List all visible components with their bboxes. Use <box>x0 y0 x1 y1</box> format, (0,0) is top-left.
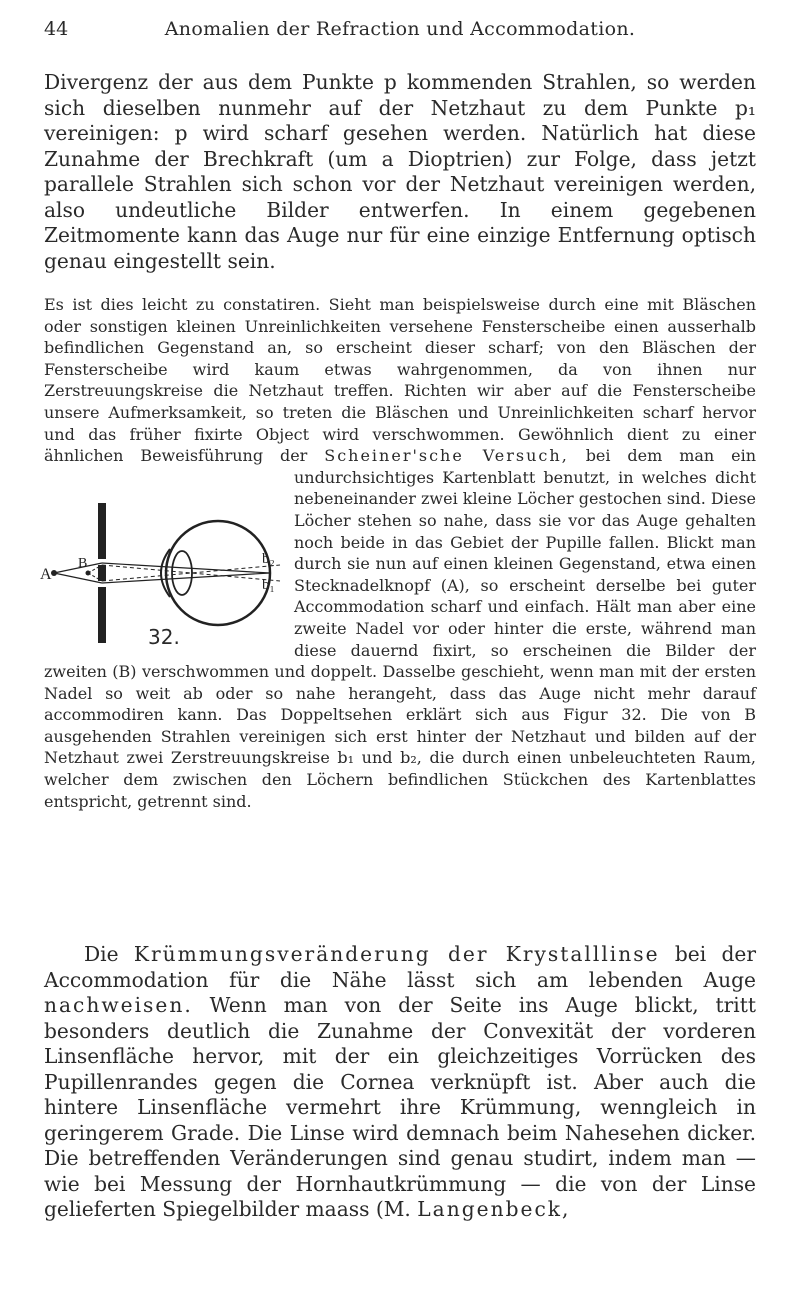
running-title: Anomalien der Refraction und Accommodation. <box>164 18 636 40</box>
figure-number: 32. <box>148 624 180 649</box>
label-a: A <box>40 565 52 583</box>
paragraph-scheiner-text-a: Es ist dies leicht zu constatiren. Sieht man beispielsweise durch eine mit Bläschen oder sonstigen kleinen Unreinlichkeiten versehene Fensterscheibe einen ausserhalb befindlichen Gegenstand an, so erscheint dieser scharf; von den Bläschen der Fensterscheibe wird kaum etwas wahrgenommen, da von ihnen nur Zerstreuungskreise die Netzhaut treffen. Richten wir aber auf die Fensterscheibe unsere Aufmerksamkeit, so treten die Bläschen und Unreinlichkeiten scharf hervor und das früher fixirte Object wird verschwommen. Gewöhnlich dient zu einer ähnlichen Beweisführung der <box>44 295 756 466</box>
paragraph-scheiner-text-b: bei dem man ein undurchsichtiges Kartenblatt benutzt, in welches dicht nebeneinander zwei kleine Löcher gestochen sind. Diese Löcher stehen so nahe, dass sie vor das Auge gehalten noch beide in das Gebiet der Pupille fallen. Blickt man durch sie nun auf einen kleinen Gegenstand, etwa einen Stecknadelknopf (A), so erscheint derselbe bei guter Accommodation scharf und einfach. Hält man aber eine zweite Nadel vor oder hinter die erste, während man diese dauernd fixirt, so erscheinen die Bilder der zweiten (B) verschwommen und doppelt. Dasselbe geschieht, wenn man mit der ersten Nadel so weit ab oder so nahe herangeht, dass das Auge nicht mehr darauf accommodiren kann. Das Doppeltsehen erklärt sich aus Figur 32. Die von B ausgehenden Strahlen vereinigen sich erst hinter der Netzhaut und bilden auf der Netzhaut zwei Zerstreuungskreise b₁ und b₂, die durch einen unbeleuchteten Raum, welcher dem zwischen den Löchern befindlichen Stückchen des Kartenblattes entspricht, getrennt sind. <box>44 446 756 811</box>
pin-b <box>86 570 91 575</box>
card-top <box>98 503 106 559</box>
label-b: B <box>78 555 88 571</box>
card-middle <box>98 565 106 581</box>
pin-a <box>51 570 57 576</box>
figure-32 <box>40 481 284 661</box>
label-b2: b₂ <box>262 550 275 567</box>
langenbeck-name: Langenbeck, <box>417 1197 571 1221</box>
lens-text-b: bei der Accommodation für die Nähe lässt sich am lebenden Auge <box>44 942 756 992</box>
paragraph-scheiner <box>40 294 756 812</box>
card-bottom <box>98 587 106 643</box>
lens-text-c: Wenn man von der Seite ins Auge blickt, tritt besonders deutlich die Zunahme der Convexität der vorderen Linsenfläche hervor, mit der ein gleichzeitiges Vorrücken des Pupillenrandes gegen die Cornea verknüpft ist. Aber auch die hintere Linsenfläche vermehrt ihre Krümmung, wenngleich in geringerem Grade. Die Linse wird demnach beim Nahesehen dicker. Die betreffenden Veränderungen sind genau studirt, indem man — wie bei Messung der Hornhautkrümmung — die von der Linse gelieferten Spiegelbilder maass (M. <box>44 993 756 1221</box>
label-b1: b₁ <box>262 576 275 593</box>
scheiner-name: Scheiner'sche Versuch, <box>324 446 569 466</box>
lens-term: Krümmungsveränderung der Krystalllinse <box>133 942 660 966</box>
lens-term-nachweisen: nachweisen. <box>44 993 193 1017</box>
eyeball <box>166 521 270 625</box>
page-number: 44 <box>44 18 69 40</box>
lens-text-a: Die <box>84 942 119 966</box>
paragraph-divergence: Divergenz der aus dem Punkte p kommenden Strahlen, so werden sich dieselben nunmehr auf der Netzhaut zu dem Punkte p₁ vereinigen: p wird scharf gesehen werden. Natürlich hat diese Zunahme der Brechkraft (um a Dioptrien) zur Folge, dass jetzt parallele Strahlen sich schon vor der Netzhaut vereinigen werden, also undeutliche Bilder entwerfen. In einem gegebenen Zeitmomente kann das Auge nur für eine einzige Entfernung optisch genau eingestellt sein. <box>44 70 756 273</box>
page-header <box>44 18 756 42</box>
paragraph-lens-curvature <box>44 942 756 1223</box>
